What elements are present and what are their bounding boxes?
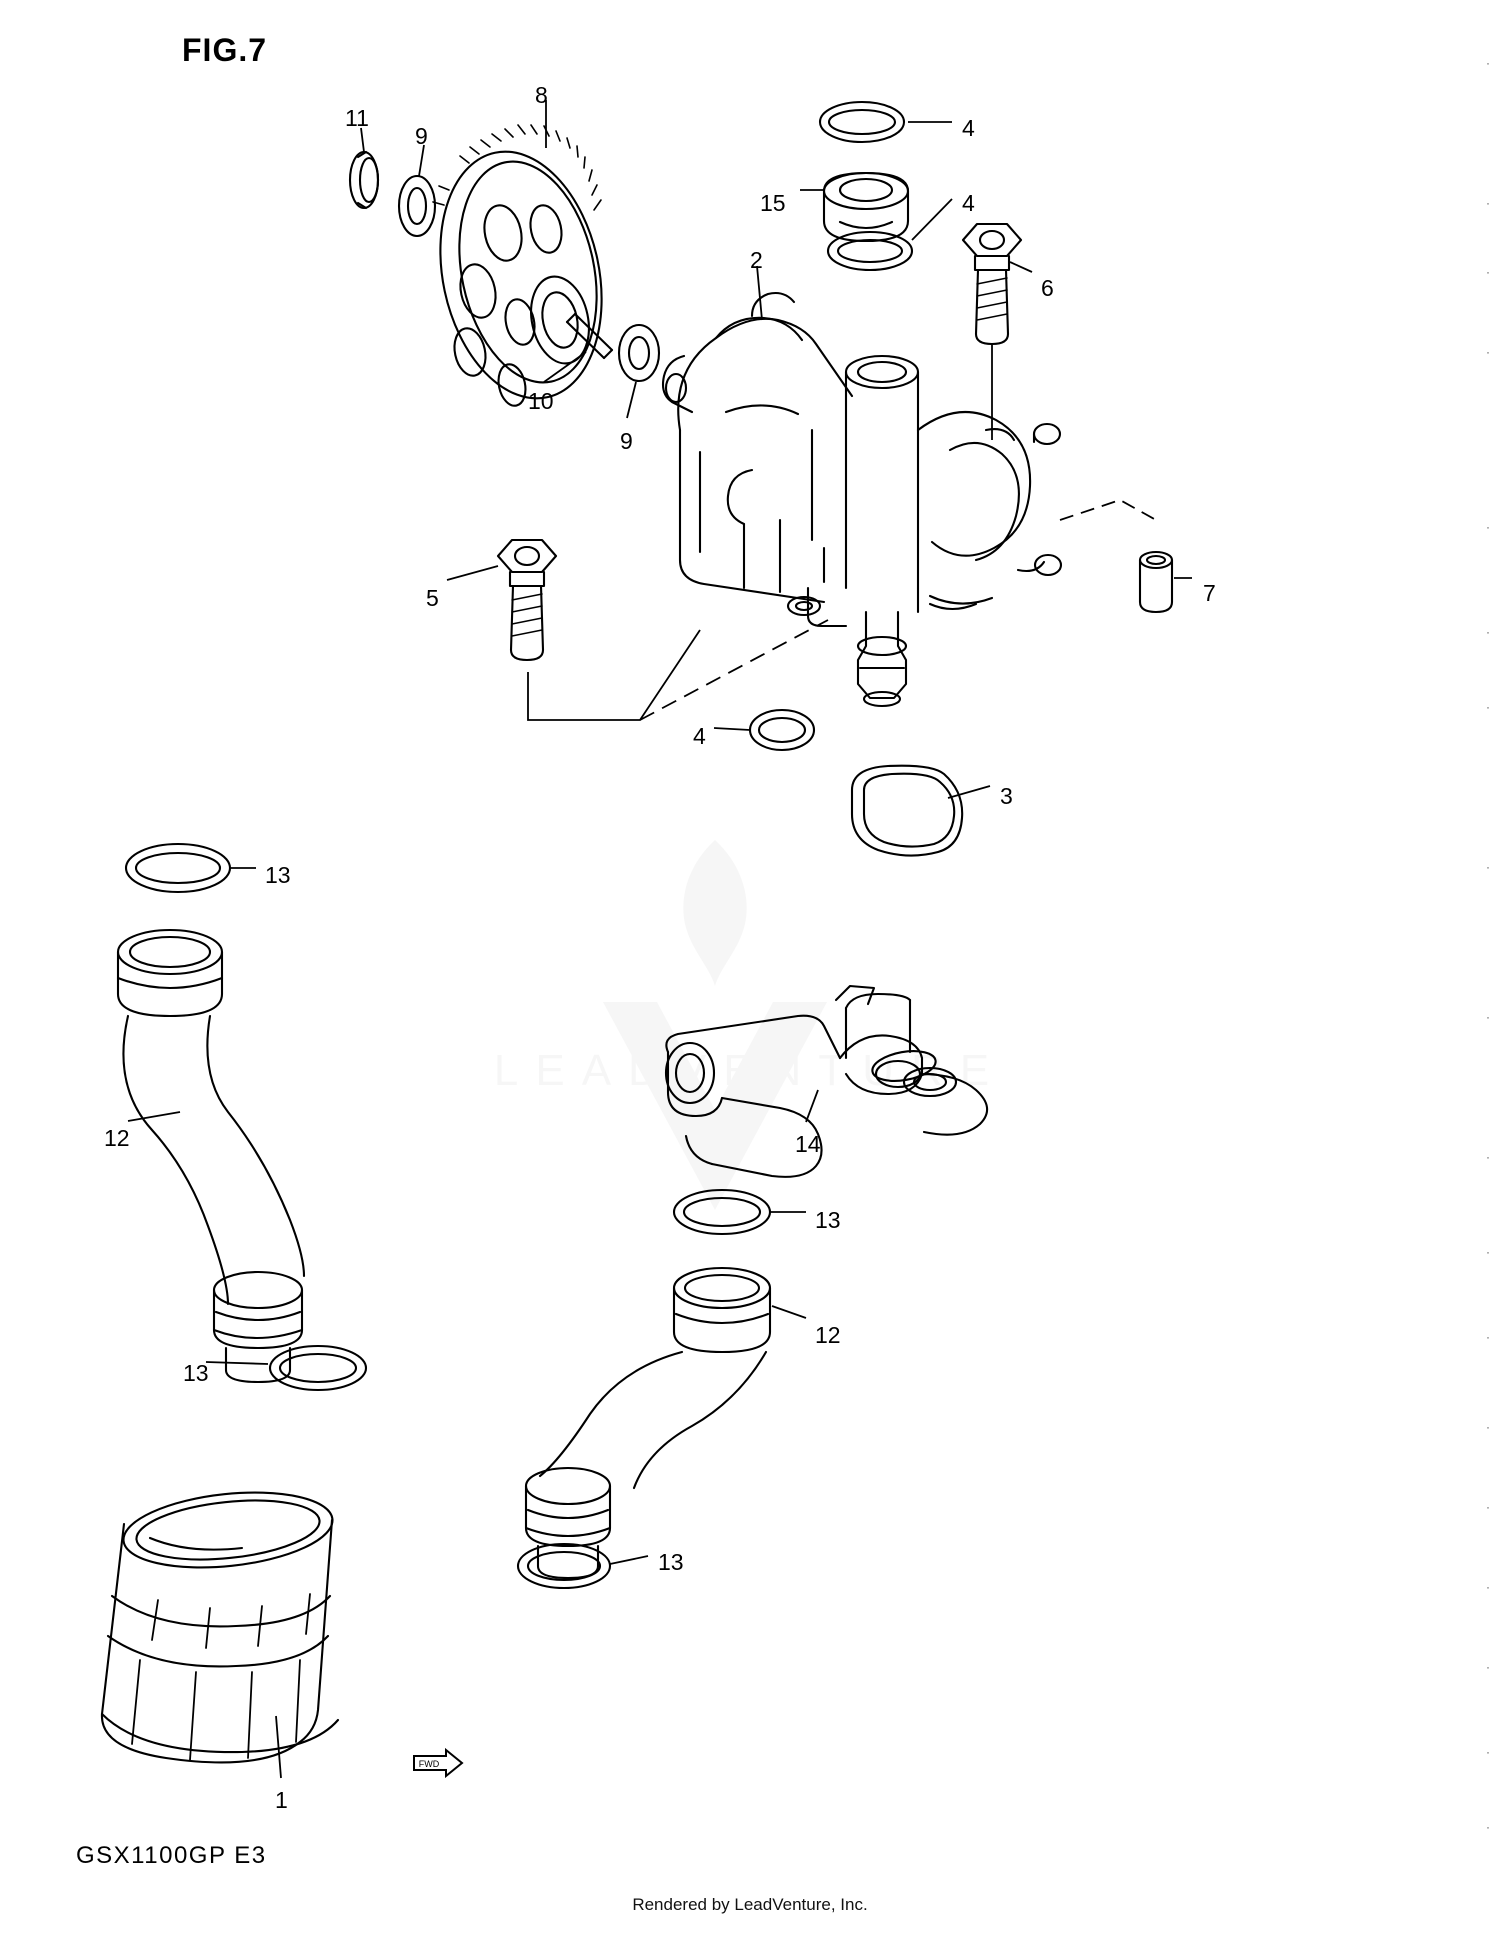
svg-text:FWD: FWD [418, 1759, 440, 1769]
scan-edge-mark: · [1486, 1660, 1490, 1674]
scan-edge-mark: · [1486, 1820, 1490, 1834]
callout-number: 4 [693, 723, 706, 749]
callout-number: 12 [815, 1322, 841, 1348]
callout-number: 11 [345, 105, 369, 131]
scan-edge-mark: · [1486, 700, 1490, 714]
callout-number: 9 [620, 428, 633, 454]
callout-number: 2 [750, 247, 763, 273]
scan-edge-mark: · [1486, 1745, 1490, 1759]
scan-edge-mark: · [1486, 625, 1490, 639]
callout-number: 14 [795, 1131, 821, 1157]
callout-number: 13 [658, 1549, 684, 1575]
callout-number: 15 [760, 190, 786, 216]
fwd-direction-badge [412, 1748, 464, 1778]
callout-number: 5 [426, 585, 439, 611]
callout-number: 13 [265, 862, 291, 888]
scan-edge-mark: · [1486, 1150, 1490, 1164]
callout-number: 4 [962, 190, 975, 216]
callout-number: 13 [183, 1360, 209, 1386]
callout-number: 13 [815, 1207, 841, 1233]
scan-edge-mark: · [1486, 196, 1490, 210]
scan-edge-mark: · [1486, 56, 1490, 70]
callout-number: 3 [1000, 783, 1013, 809]
callout-number: 9 [415, 123, 428, 149]
callout-number: 7 [1203, 580, 1216, 606]
scan-edge-mark: · [1486, 1010, 1490, 1024]
callout-number: 12 [104, 1125, 130, 1151]
scan-edge-mark: · [1486, 1245, 1490, 1259]
callout-number: 1 [275, 1787, 288, 1813]
scan-edge-mark: · [1486, 1420, 1490, 1434]
callout-number: 4 [962, 115, 975, 141]
callout-number: 8 [535, 82, 548, 108]
scan-edge-mark: · [1486, 1580, 1490, 1594]
scan-edge-mark: · [1486, 520, 1490, 534]
scan-edge-mark: · [1486, 1500, 1490, 1514]
callout-number: 10 [528, 388, 554, 414]
watermark-text: LEADVENTURE [493, 1046, 1007, 1095]
scan-edge-mark: · [1486, 1330, 1490, 1344]
scan-edge-mark: · [1486, 860, 1490, 874]
figure-title: FIG.7 [182, 32, 268, 68]
model-code-label: GSX1100GP E3 [76, 1842, 267, 1869]
footer-credit: Rendered by LeadVenture, Inc. [632, 1895, 868, 1914]
scan-edge-mark: · [1486, 345, 1490, 359]
callout-number: 6 [1041, 275, 1054, 301]
scan-edge-mark: · [1486, 265, 1490, 279]
